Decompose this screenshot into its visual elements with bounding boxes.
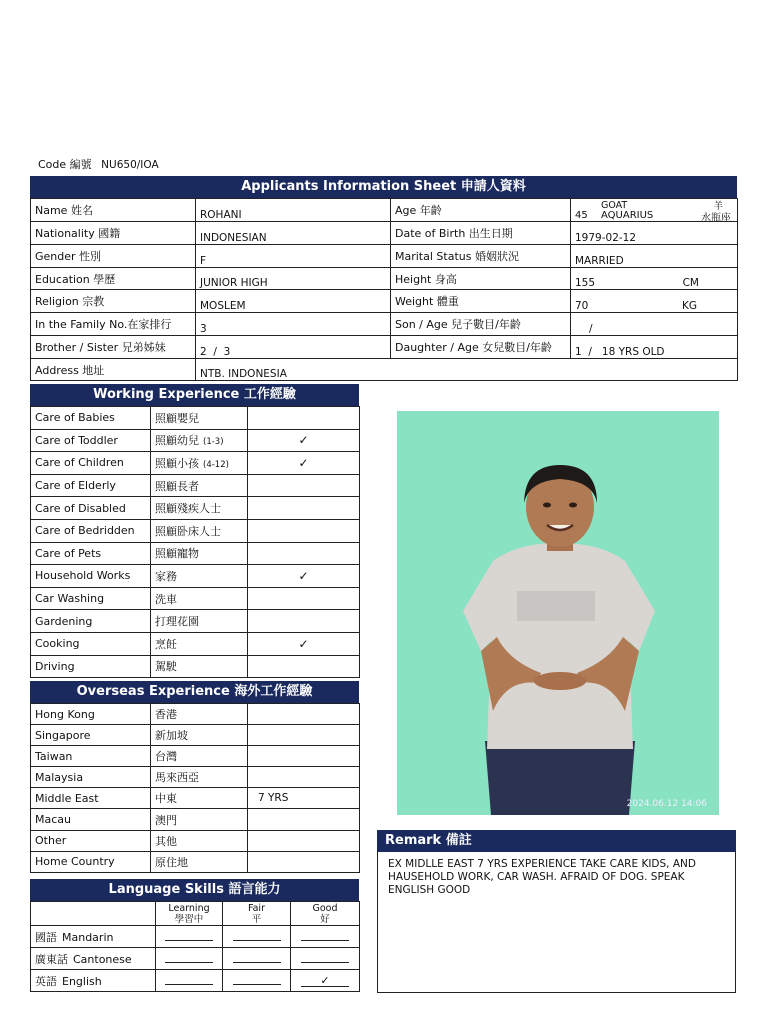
language-fair-cell <box>223 970 291 992</box>
language-header-blank <box>31 902 156 926</box>
dob-label: Date of Birth 出生日期 <box>391 222 571 245</box>
language-learning-cell <box>156 926 223 948</box>
language-good-cell <box>291 926 360 948</box>
code-value: NU650/IOA <box>101 159 159 171</box>
language-good-mark <box>301 930 349 941</box>
remark-title: Remark 備註 <box>377 830 736 852</box>
work-zh-text: 照顧殘疾人士 <box>155 502 221 516</box>
overseas-en: Singapore <box>31 725 151 746</box>
language-good-mark: ✓ <box>301 976 349 987</box>
header-fair-en: Fair <box>248 902 265 914</box>
overseas-experience <box>30 681 359 873</box>
work-row <box>31 610 360 633</box>
family-no-value: 3 <box>196 313 391 336</box>
overseas-en: Hong Kong <box>31 704 151 725</box>
work-zh-text: 照顧嬰兒 <box>155 411 199 425</box>
religion-label: Religion 宗教 <box>31 290 196 313</box>
work-zh-text: 打理花園 <box>155 615 199 629</box>
language-fair-cell <box>223 926 291 948</box>
language-fair-mark <box>233 974 281 985</box>
work-zh-text: 照顧小孩 <box>155 456 199 470</box>
photo-timestamp: 2024.06.12 14:06 <box>626 799 707 809</box>
work-check-mark <box>248 542 360 565</box>
work-zh <box>151 542 248 565</box>
work-row <box>31 565 360 588</box>
work-row <box>31 632 360 655</box>
work-age-note: (1-3) <box>203 437 224 448</box>
overseas-en: Malaysia <box>31 767 151 788</box>
address-value: NTB. INDONESIA <box>196 359 738 381</box>
overseas-zh: 原住地 <box>151 851 248 872</box>
zodiac-zh: 羊 <box>713 200 723 212</box>
religion-value: MOSLEM <box>196 290 391 313</box>
overseas-zh: 台灣 <box>151 746 248 767</box>
work-check-mark <box>248 407 360 430</box>
work-zh <box>151 474 248 497</box>
remark-section <box>377 830 736 993</box>
work-zh <box>151 610 248 633</box>
language-row <box>31 948 360 970</box>
age-value: 45 <box>575 209 588 221</box>
overseas-zh: 馬來西亞 <box>151 767 248 788</box>
age-cell <box>571 199 738 222</box>
overseas-row <box>31 704 360 725</box>
work-en: Gardening <box>31 610 151 633</box>
work-check-mark: ✓ <box>248 565 360 588</box>
applicant-photo-illustration <box>397 411 719 815</box>
work-row <box>31 497 360 520</box>
education-label: Education 學歷 <box>31 268 196 290</box>
language-en: Cantonese <box>73 952 132 966</box>
overseas-duration <box>248 767 360 788</box>
overseas-zh: 新加坡 <box>151 725 248 746</box>
code-label: Code 編號 <box>38 158 92 171</box>
work-check-mark <box>248 497 360 520</box>
language-learning-mark <box>165 952 213 963</box>
language-row <box>31 926 360 948</box>
info-sheet <box>30 176 737 381</box>
overseas-en: Taiwan <box>31 746 151 767</box>
code-line <box>38 156 159 172</box>
height-value: 155 <box>575 277 596 289</box>
language-learning-cell <box>156 948 223 970</box>
work-zh-text: 照顧卧床人士 <box>155 524 221 538</box>
work-zh <box>151 452 248 475</box>
overseas-duration <box>248 809 360 830</box>
son-value: / <box>571 313 738 336</box>
work-check-mark <box>248 610 360 633</box>
work-en: Driving <box>31 655 151 678</box>
language-fair-mark <box>233 952 281 963</box>
header-learning-zh: 學習中 <box>174 913 204 925</box>
work-row <box>31 429 360 452</box>
siblings-label: Brother / Sister 兄弟姊妹 <box>31 336 196 359</box>
overseas-zh: 香港 <box>151 704 248 725</box>
overseas-row <box>31 725 360 746</box>
language-good-mark <box>301 952 349 963</box>
work-zh-text: 照顧幼兒 <box>155 434 199 448</box>
sign-en: AQUARIUS <box>601 209 654 221</box>
work-row <box>31 407 360 430</box>
header-good <box>291 902 360 926</box>
info-sheet-title: Applicants Information Sheet 申請人資料 <box>30 176 737 198</box>
overseas-en: Other <box>31 830 151 851</box>
overseas-row <box>31 746 360 767</box>
overseas-row <box>31 788 360 809</box>
work-age-note: (4-12) <box>203 459 229 470</box>
marital-label: Marital Status 婚姻狀況 <box>391 245 571 268</box>
language-skills-table <box>30 901 360 992</box>
son-label: Son / Age 兒子數目/年齡 <box>391 313 571 336</box>
work-zh-text: 照顧寵物 <box>155 547 199 561</box>
overseas-zh: 中東 <box>151 788 248 809</box>
overseas-duration <box>248 725 360 746</box>
overseas-en: Middle East <box>31 788 151 809</box>
language-learning-mark <box>165 930 213 941</box>
language-fair-mark <box>233 930 281 941</box>
header-fair-zh: 平 <box>251 913 262 925</box>
weight-label: Weight 體重 <box>391 290 571 313</box>
work-row <box>31 474 360 497</box>
work-en: Care of Children <box>31 452 151 475</box>
work-row <box>31 587 360 610</box>
work-check-mark: ✓ <box>248 429 360 452</box>
language-learning-mark <box>165 974 213 985</box>
applicant-photo <box>397 411 719 815</box>
gender-value: F <box>196 245 391 268</box>
work-check-mark <box>248 474 360 497</box>
language-good-cell <box>291 948 360 970</box>
language-en: Mandarin <box>62 930 114 944</box>
height-cell <box>571 268 738 290</box>
language-good-cell <box>291 970 360 992</box>
work-en: Care of Elderly <box>31 474 151 497</box>
overseas-experience-title: Overseas Experience 海外工作經驗 <box>30 681 359 703</box>
overseas-duration: 7 YRS <box>248 788 360 809</box>
remark-text: EX MIDLLE EAST 7 YRS EXPERIENCE TAKE CARE KIDS, AND HAUSEHOLD WORK, CAR WASH. AFRAID OF DOG. SPEAK ENGLISH GOOD <box>388 858 696 896</box>
overseas-zh: 澳門 <box>151 809 248 830</box>
daughter-label: Daughter / Age 女兒數目/年齡 <box>391 336 571 359</box>
language-zh: 國語 <box>35 930 57 944</box>
name-value: ROHANI <box>196 199 391 222</box>
language-skills-title: Language Skills 語言能力 <box>30 879 359 901</box>
height-label: Height 身高 <box>391 268 571 290</box>
nationality-value: INDONESIAN <box>196 222 391 245</box>
overseas-duration <box>248 830 360 851</box>
work-zh-text: 洗車 <box>155 592 177 606</box>
language-skills <box>30 879 359 992</box>
language-header-row <box>31 902 360 926</box>
work-en: Care of Bedridden <box>31 519 151 542</box>
work-zh <box>151 587 248 610</box>
work-zh <box>151 407 248 430</box>
work-en: Household Works <box>31 565 151 588</box>
working-experience-title: Working Experience 工作經驗 <box>30 384 359 406</box>
overseas-duration <box>248 746 360 767</box>
zodiac-en: GOAT <box>601 199 628 211</box>
weight-value: 70 <box>575 300 589 312</box>
work-row <box>31 519 360 542</box>
work-check-mark: ✓ <box>248 452 360 475</box>
sign-zh: 水瓶座 <box>701 212 731 222</box>
language-en: English <box>62 974 102 988</box>
work-check-mark: ✓ <box>248 632 360 655</box>
name-label: Name 姓名 <box>31 199 196 222</box>
work-row <box>31 655 360 678</box>
header-good-zh: 好 <box>320 913 330 925</box>
marital-value: MARRIED <box>571 245 738 268</box>
overseas-row <box>31 809 360 830</box>
weight-unit: KG <box>681 300 697 312</box>
overseas-zh: 其他 <box>151 830 248 851</box>
work-row <box>31 452 360 475</box>
work-check-mark <box>248 519 360 542</box>
work-zh-text: 家務 <box>155 569 177 583</box>
language-zh: 英語 <box>35 974 57 988</box>
overseas-row <box>31 851 360 872</box>
work-en: Car Washing <box>31 587 151 610</box>
work-zh-text: 照顧長者 <box>155 479 199 493</box>
work-check-mark <box>248 587 360 610</box>
nationality-label: Nationality 國籍 <box>31 222 196 245</box>
working-experience <box>30 384 359 678</box>
work-check-mark <box>248 655 360 678</box>
overseas-en: Macau <box>31 809 151 830</box>
work-row <box>31 542 360 565</box>
overseas-duration <box>248 704 360 725</box>
work-en: Care of Toddler <box>31 429 151 452</box>
work-zh <box>151 632 248 655</box>
work-zh-text: 駕駛 <box>155 660 177 674</box>
work-zh <box>151 565 248 588</box>
family-no-label: In the Family No.在家排行 <box>31 313 196 336</box>
work-zh <box>151 497 248 520</box>
language-row <box>31 970 360 992</box>
work-zh <box>151 519 248 542</box>
language-name <box>31 970 156 992</box>
header-learning <box>156 902 223 926</box>
language-fair-cell <box>223 948 291 970</box>
daughter-value: 1 / 18 YRS OLD <box>571 336 738 359</box>
gender-label: Gender 性別 <box>31 245 196 268</box>
header-learning-en: Learning <box>168 902 210 914</box>
language-learning-cell <box>156 970 223 992</box>
height-unit: CM <box>682 277 699 289</box>
work-en: Care of Pets <box>31 542 151 565</box>
overseas-experience-table <box>30 703 360 873</box>
address-label: Address 地址 <box>31 359 196 381</box>
language-zh: 廣東話 <box>35 952 68 966</box>
header-good-en: Good <box>312 902 338 914</box>
overseas-row <box>31 830 360 851</box>
overseas-en: Home Country <box>31 851 151 872</box>
work-zh-text: 烹飪 <box>155 637 177 651</box>
overseas-duration <box>248 851 360 872</box>
overseas-row <box>31 767 360 788</box>
work-en: Care of Disabled <box>31 497 151 520</box>
work-en: Care of Babies <box>31 407 151 430</box>
work-en: Cooking <box>31 632 151 655</box>
remark-box <box>377 852 736 993</box>
work-zh <box>151 655 248 678</box>
siblings-value: 2 / 3 <box>196 336 391 359</box>
language-name <box>31 926 156 948</box>
dob-value: 1979-02-12 <box>571 222 738 245</box>
working-experience-table <box>30 406 360 678</box>
work-zh <box>151 429 248 452</box>
info-table <box>30 198 738 381</box>
education-value: JUNIOR HIGH <box>196 268 391 290</box>
weight-cell <box>571 290 738 313</box>
header-fair <box>223 902 291 926</box>
age-label: Age 年齡 <box>391 199 571 222</box>
language-name <box>31 948 156 970</box>
